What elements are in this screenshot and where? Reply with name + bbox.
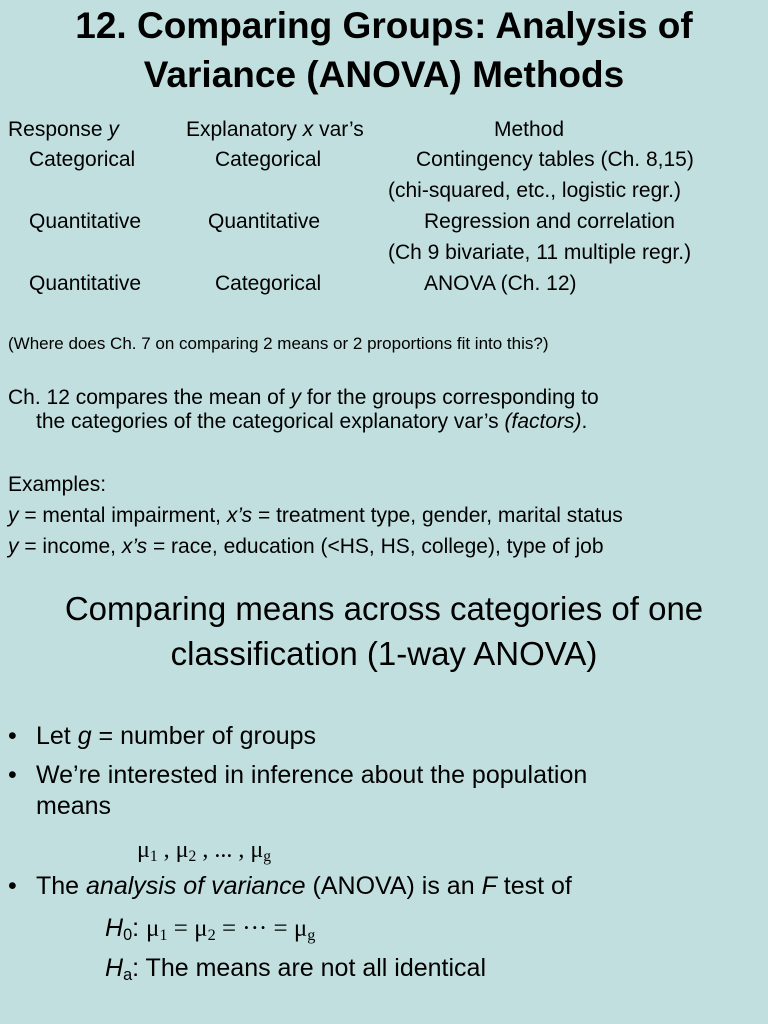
row1-method: Contingency tables (Ch. 8,15) bbox=[416, 148, 694, 171]
row2-explanatory: Quantitative bbox=[208, 210, 321, 233]
row1-method-detail: (chi-squared, etc., logistic regr.) bbox=[388, 179, 681, 202]
section-heading-line-1: Comparing means across categories of one bbox=[64, 590, 704, 627]
title-line-2: Variance (ANOVA) Methods bbox=[143, 54, 625, 95]
note: (Where does Ch. 7 on comparing 2 means or 2 proportions fit into this?) bbox=[8, 334, 549, 353]
row3-method: ANOVA (Ch. 12) bbox=[424, 272, 577, 295]
bullet-glyph-3: • bbox=[8, 872, 17, 900]
section-heading-line-2: classification (1-way ANOVA) bbox=[170, 635, 598, 672]
example-1: y = mental impairment, x’s = treatment type, gender, marital status bbox=[8, 504, 623, 527]
bullet-glyph-2: • bbox=[8, 761, 17, 789]
example-2: y = income, x’s = race, education (<HS, HS, college), type of job bbox=[8, 535, 604, 558]
null-hypothesis: $H_0$: $\mu_1 = \mu_2$ = ··· = $\mu_g$ bbox=[105, 914, 316, 945]
bullet-anova: The analysis of variance (ANOVA) is an F test of bbox=[36, 872, 572, 900]
alternative-hypothesis: $H_a$: The means are not all identical bbox=[105, 954, 487, 985]
paragraph-line-2: the categories of the categorical explanatory var’s (factors). bbox=[36, 410, 588, 433]
header-explanatory: Explanatory x var’s bbox=[186, 118, 364, 141]
row2-method: Regression and correlation bbox=[424, 210, 675, 233]
row2-response: Quantitative bbox=[29, 210, 142, 233]
examples-label: Examples: bbox=[8, 473, 107, 496]
row2-method-detail: (Ch 9 bivariate, 11 multiple regr.) bbox=[388, 241, 692, 264]
means-list: $\mu_1$ , $\mu_2$ , ... , $\mu_g$ bbox=[137, 837, 272, 865]
row3-explanatory: Categorical bbox=[215, 272, 322, 295]
header-method: Method bbox=[494, 118, 565, 141]
paragraph-line-1: Ch. 12 compares the mean of y for the groups corresponding to bbox=[8, 386, 599, 409]
row1-response: Categorical bbox=[29, 148, 136, 171]
header-response: Response y bbox=[8, 118, 119, 141]
bullet-inference-line-1: We’re interested in inference about the population bbox=[36, 761, 588, 789]
bullet-inference-line-2: means bbox=[36, 792, 112, 820]
row1-explanatory: Categorical bbox=[215, 148, 322, 171]
bullet-groups: Let g = number of groups bbox=[36, 722, 317, 750]
row3-response: Quantitative bbox=[29, 272, 142, 295]
bullet-glyph-1: • bbox=[8, 722, 17, 750]
title-line-1: 12. Comparing Groups: Analysis of bbox=[75, 5, 693, 46]
